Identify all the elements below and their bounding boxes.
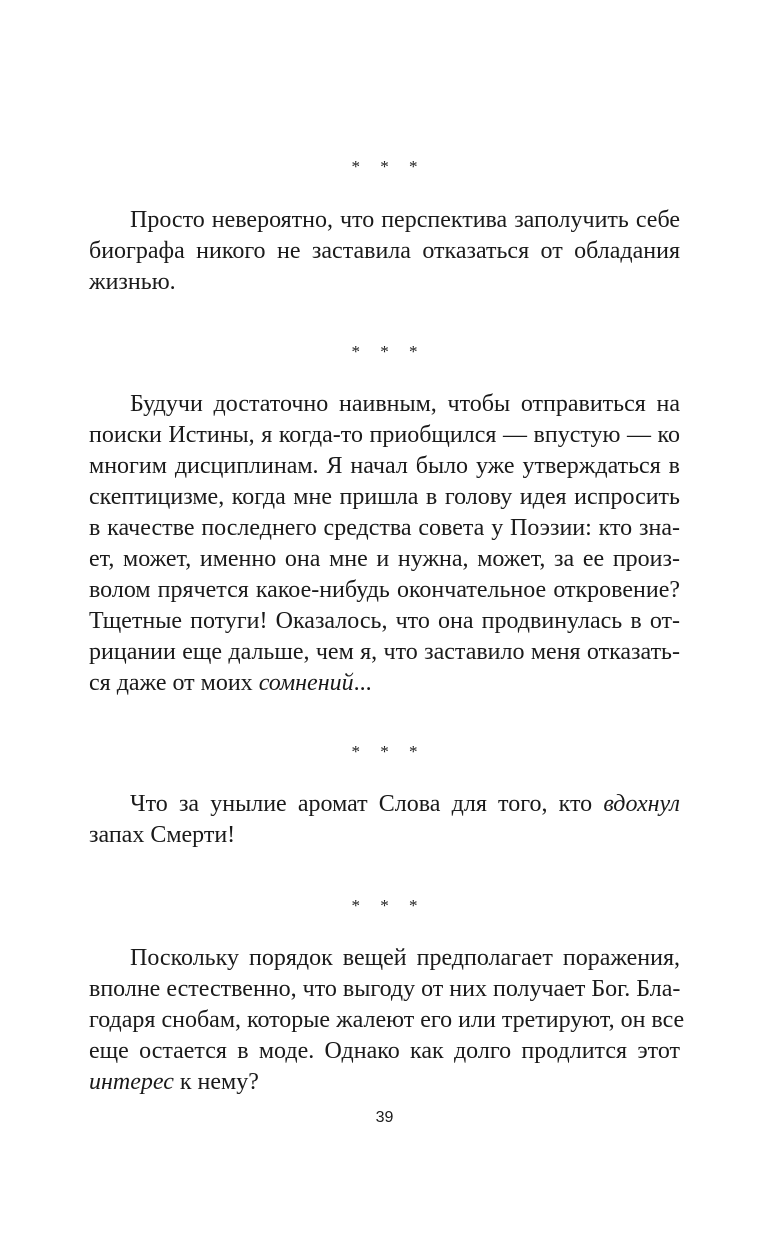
text-run: Что за унылие аромат Слова для того, кто bbox=[130, 791, 604, 817]
paragraph-3 bbox=[89, 789, 680, 851]
italic-text: сомнений bbox=[258, 670, 354, 696]
paragraph-line: жизнью. bbox=[89, 269, 176, 295]
paragraph-line bbox=[89, 1067, 680, 1098]
section-separator: * * * bbox=[351, 896, 426, 915]
paragraph-line: ет, может, именно она мне и нужна, может, за ее произ- bbox=[89, 546, 680, 572]
paragraph-line: Просто невероятно, что перспектива заполучить себе bbox=[130, 207, 680, 233]
paragraph-4 bbox=[89, 943, 685, 1098]
paragraph-line: скептицизме, когда мне пришла в голову идея испросить bbox=[89, 484, 680, 510]
paragraph-line: биографа никого не заставила отказаться от обладания bbox=[89, 238, 680, 264]
section-separator: * * * bbox=[351, 157, 426, 176]
text-run: ся даже от моих bbox=[89, 670, 259, 696]
section-separator: * * * bbox=[351, 742, 426, 761]
text-run: ... bbox=[353, 670, 372, 696]
italic-text: интерес bbox=[89, 1069, 174, 1095]
paragraph-line: Поскольку порядок вещей предполагает поражения, bbox=[130, 945, 680, 971]
italic-text: вдохнул bbox=[603, 791, 680, 817]
book-page bbox=[89, 0, 685, 1241]
paragraph-line: рицании еще дальше, чем я, что заставило меня отказать- bbox=[89, 639, 680, 665]
paragraph-line: еще остается в моде. Однако как долго продлится этот bbox=[89, 1038, 680, 1064]
paragraph-line: Будучи достаточно наивным, чтобы отправиться на bbox=[130, 391, 680, 417]
paragraph-line: в качестве последнего средства совета у Поэзии: кто зна- bbox=[89, 515, 680, 541]
paragraph-line: поиски Истины, я когда-то приобщился — впустую — ко bbox=[89, 422, 680, 448]
page-number: 39 bbox=[375, 1109, 394, 1126]
paragraph-1 bbox=[89, 205, 680, 298]
paragraph-line: многим дисциплинам. Я начал было уже утверждаться в bbox=[89, 453, 680, 479]
text-run: к нему? bbox=[173, 1069, 259, 1095]
paragraph-line: вполне естественно, что выгоду от них получает Бог. Бла- bbox=[89, 976, 681, 1002]
paragraph-line: Тщетные потуги! Оказалось, что она продвинулась в от- bbox=[89, 608, 680, 634]
paragraph-line bbox=[89, 668, 680, 699]
section-separator: * * * bbox=[351, 342, 426, 361]
paragraph-line: волом прячется какое-нибудь окончательное откровение? bbox=[89, 577, 680, 603]
paragraph-line: годаря снобам, которые жалеют его или третируют, он все bbox=[89, 1007, 685, 1033]
paragraph-2 bbox=[89, 389, 680, 699]
paragraph-line: запах Смерти! bbox=[89, 822, 236, 848]
paragraph-line bbox=[89, 789, 680, 820]
